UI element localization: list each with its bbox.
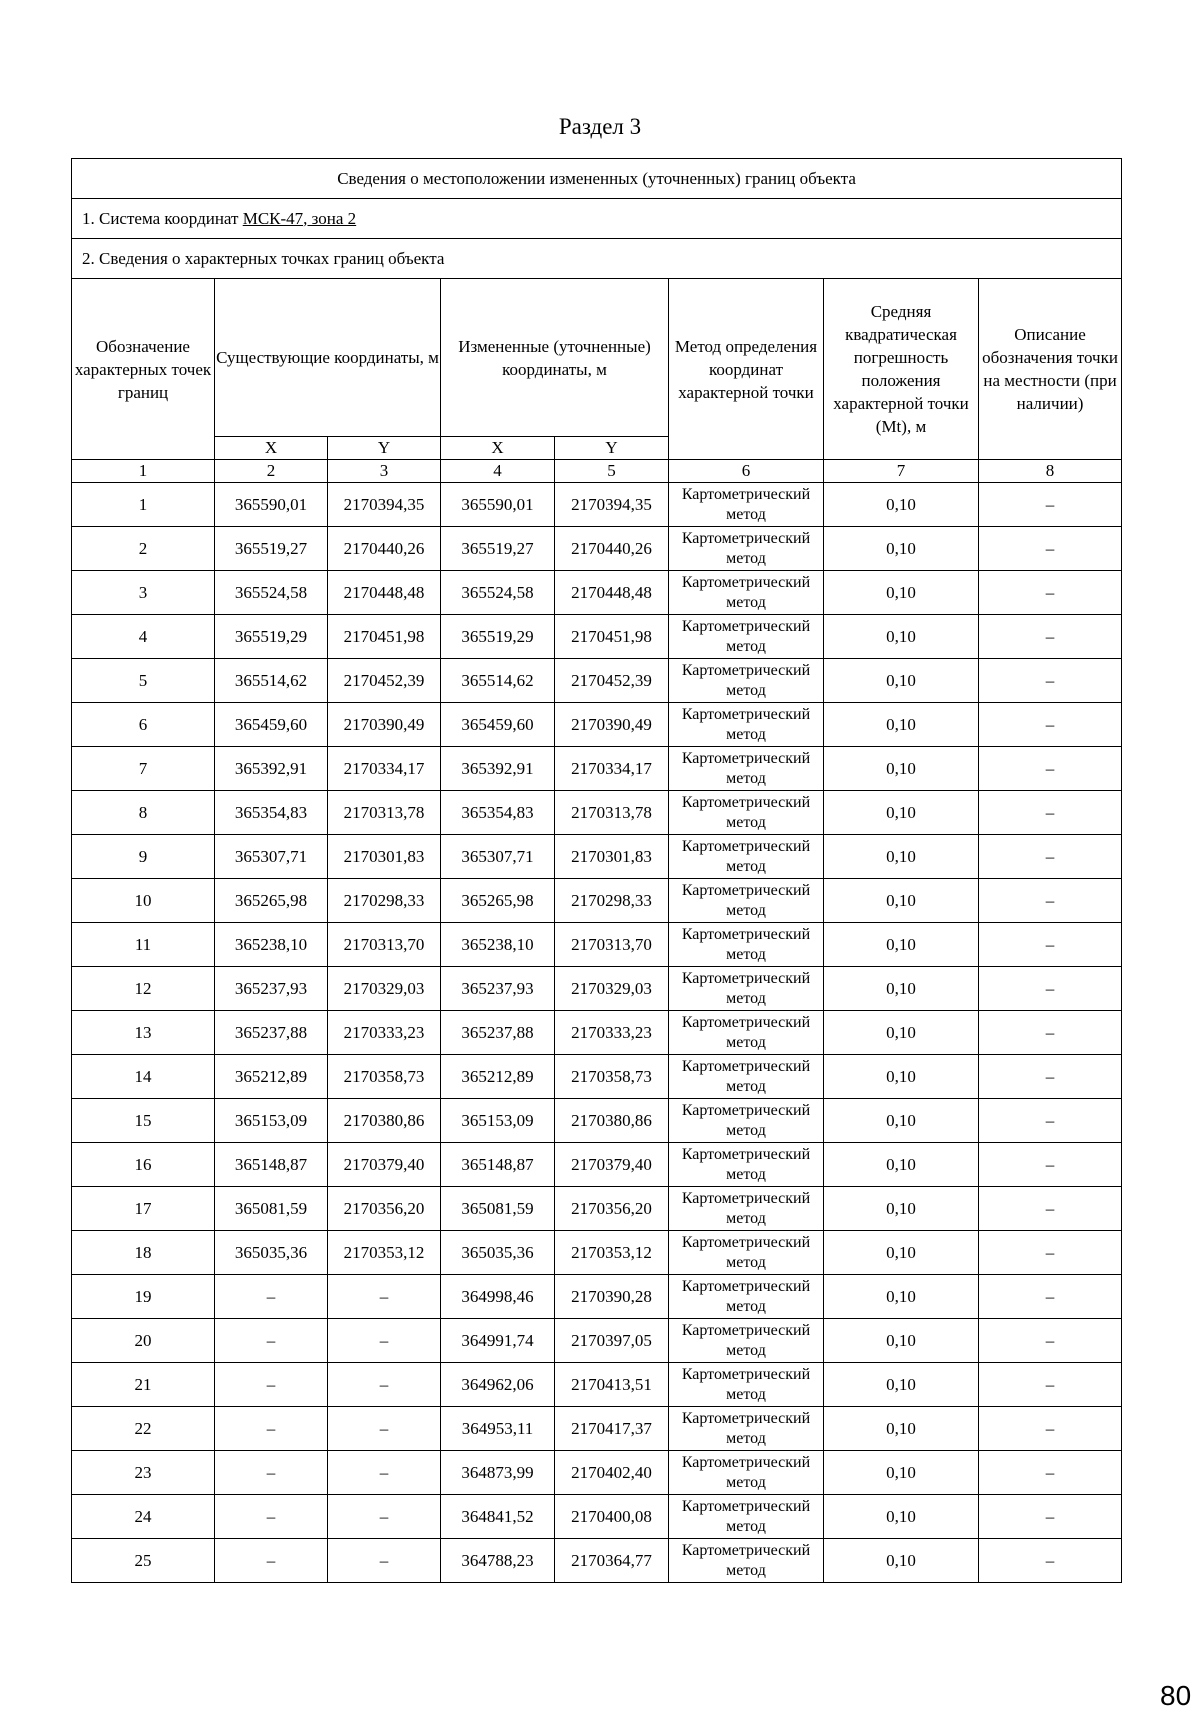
method-cell: Картометрический метод <box>669 615 824 659</box>
method-cell: Картометрический метод <box>669 1231 824 1275</box>
changed-x-cell: 365392,91 <box>441 747 555 791</box>
existing-y-cell: – <box>328 1363 441 1407</box>
column-number: 3 <box>328 460 441 483</box>
method-cell: Картометрический метод <box>669 1407 824 1451</box>
description-cell: – <box>979 1539 1122 1583</box>
changed-x-cell: 365519,29 <box>441 615 555 659</box>
point-number-cell: 2 <box>72 527 215 571</box>
method-cell: Картометрический метод <box>669 659 824 703</box>
mt-cell: 0,10 <box>824 1539 979 1583</box>
point-number-cell: 20 <box>72 1319 215 1363</box>
mt-cell: 0,10 <box>824 1451 979 1495</box>
header-existing-y: Y <box>328 437 441 460</box>
table-row <box>72 1187 1122 1231</box>
existing-x-cell: 365035,36 <box>215 1231 328 1275</box>
existing-x-cell: 365237,88 <box>215 1011 328 1055</box>
existing-x-cell: – <box>215 1451 328 1495</box>
existing-x-cell: – <box>215 1275 328 1319</box>
changed-y-cell: 2170394,35 <box>555 483 669 527</box>
method-cell: Картометрический метод <box>669 1539 824 1583</box>
method-cell: Картометрический метод <box>669 483 824 527</box>
point-number-cell: 6 <box>72 703 215 747</box>
existing-x-cell: 365519,27 <box>215 527 328 571</box>
point-number-cell: 7 <box>72 747 215 791</box>
mt-cell: 0,10 <box>824 923 979 967</box>
method-cell: Картометрический метод <box>669 791 824 835</box>
method-cell: Картометрический метод <box>669 1187 824 1231</box>
table-row <box>72 1055 1122 1099</box>
mt-cell: 0,10 <box>824 1055 979 1099</box>
point-number-cell: 19 <box>72 1275 215 1319</box>
changed-x-cell: 365153,09 <box>441 1099 555 1143</box>
section-title: Раздел 3 <box>558 114 642 139</box>
point-number-cell: 17 <box>72 1187 215 1231</box>
point-number-cell: 11 <box>72 923 215 967</box>
description-cell: – <box>979 1407 1122 1451</box>
point-number-cell: 18 <box>72 1231 215 1275</box>
changed-y-cell: 2170329,03 <box>555 967 669 1011</box>
existing-y-cell: 2170333,23 <box>328 1011 441 1055</box>
column-number: 8 <box>979 460 1122 483</box>
existing-y-cell: 2170448,48 <box>328 571 441 615</box>
method-cell: Картометрический метод <box>669 1055 824 1099</box>
existing-y-cell: 2170313,70 <box>328 923 441 967</box>
table-row <box>72 1451 1122 1495</box>
description-cell: – <box>979 527 1122 571</box>
existing-x-cell: 365212,89 <box>215 1055 328 1099</box>
column-number: 5 <box>555 460 669 483</box>
description-cell: – <box>979 1319 1122 1363</box>
changed-x-cell: 364841,52 <box>441 1495 555 1539</box>
column-number: 2 <box>215 460 328 483</box>
description-cell: – <box>979 1143 1122 1187</box>
changed-y-cell: 2170413,51 <box>555 1363 669 1407</box>
existing-y-cell: 2170379,40 <box>328 1143 441 1187</box>
point-number-cell: 21 <box>72 1363 215 1407</box>
changed-y-cell: 2170452,39 <box>555 659 669 703</box>
point-number-cell: 15 <box>72 1099 215 1143</box>
changed-y-cell: 2170400,08 <box>555 1495 669 1539</box>
changed-y-cell: 2170364,77 <box>555 1539 669 1583</box>
changed-x-cell: 365035,36 <box>441 1231 555 1275</box>
changed-x-cell: 365354,83 <box>441 791 555 835</box>
description-cell: – <box>979 1451 1122 1495</box>
point-number-cell: 24 <box>72 1495 215 1539</box>
mt-cell: 0,10 <box>824 1143 979 1187</box>
changed-y-cell: 2170397,05 <box>555 1319 669 1363</box>
changed-y-cell: 2170380,86 <box>555 1099 669 1143</box>
method-cell: Картометрический метод <box>669 1319 824 1363</box>
mt-cell: 0,10 <box>824 1495 979 1539</box>
existing-y-cell: – <box>328 1451 441 1495</box>
existing-x-cell: 365238,10 <box>215 923 328 967</box>
page-number: 80 <box>1160 1680 1192 1711</box>
existing-y-cell: 2170390,49 <box>328 703 441 747</box>
column-number: 7 <box>824 460 979 483</box>
description-cell: – <box>979 791 1122 835</box>
existing-y-cell: 2170380,86 <box>328 1099 441 1143</box>
header-changed-x: X <box>441 437 555 460</box>
table-row <box>72 1231 1122 1275</box>
description-cell: – <box>979 1187 1122 1231</box>
description-cell: – <box>979 703 1122 747</box>
changed-y-cell: 2170358,73 <box>555 1055 669 1099</box>
existing-x-cell: 365590,01 <box>215 483 328 527</box>
point-number-cell: 4 <box>72 615 215 659</box>
method-cell: Картометрический метод <box>669 879 824 923</box>
description-cell: – <box>979 835 1122 879</box>
existing-x-cell: 365392,91 <box>215 747 328 791</box>
column-number: 1 <box>72 460 215 483</box>
mt-cell: 0,10 <box>824 1319 979 1363</box>
method-cell: Картометрический метод <box>669 571 824 615</box>
mt-cell: 0,10 <box>824 659 979 703</box>
changed-y-cell: 2170379,40 <box>555 1143 669 1187</box>
method-cell: Картометрический метод <box>669 747 824 791</box>
changed-x-cell: 365265,98 <box>441 879 555 923</box>
existing-y-cell: 2170334,17 <box>328 747 441 791</box>
changed-x-cell: 364788,23 <box>441 1539 555 1583</box>
method-cell: Картометрический метод <box>669 835 824 879</box>
existing-x-cell: 365237,93 <box>215 967 328 1011</box>
changed-y-cell: 2170313,78 <box>555 791 669 835</box>
point-number-cell: 10 <box>72 879 215 923</box>
changed-x-cell: 364962,06 <box>441 1363 555 1407</box>
mt-cell: 0,10 <box>824 483 979 527</box>
mt-cell: 0,10 <box>824 703 979 747</box>
table-row <box>72 1495 1122 1539</box>
method-cell: Картометрический метод <box>669 703 824 747</box>
boundary-points-table <box>71 158 1122 1583</box>
table-row <box>72 1275 1122 1319</box>
point-number-cell: 1 <box>72 483 215 527</box>
description-cell: – <box>979 483 1122 527</box>
changed-x-cell: 364991,74 <box>441 1319 555 1363</box>
table-row <box>72 703 1122 747</box>
existing-y-cell: 2170313,78 <box>328 791 441 835</box>
table-row <box>72 571 1122 615</box>
point-number-cell: 16 <box>72 1143 215 1187</box>
mt-cell: 0,10 <box>824 1099 979 1143</box>
table-title: Сведения о местоположении измененных (уточненных) границ объекта <box>72 159 1122 199</box>
mt-cell: 0,10 <box>824 615 979 659</box>
existing-x-cell: 365524,58 <box>215 571 328 615</box>
table-row <box>72 659 1122 703</box>
description-cell: – <box>979 967 1122 1011</box>
header-existing-x: X <box>215 437 328 460</box>
changed-x-cell: 364873,99 <box>441 1451 555 1495</box>
changed-y-cell: 2170390,28 <box>555 1275 669 1319</box>
method-cell: Картометрический метод <box>669 1363 824 1407</box>
mt-cell: 0,10 <box>824 835 979 879</box>
method-cell: Картометрический метод <box>669 1451 824 1495</box>
table-row <box>72 1143 1122 1187</box>
table-row <box>72 527 1122 571</box>
description-cell: – <box>979 1275 1122 1319</box>
existing-x-cell: 365307,71 <box>215 835 328 879</box>
changed-x-cell: 365590,01 <box>441 483 555 527</box>
header-existing-coordinates: Существующие координаты, м <box>215 279 441 437</box>
table-row <box>72 1099 1122 1143</box>
table-row <box>72 1319 1122 1363</box>
existing-y-cell: – <box>328 1275 441 1319</box>
existing-x-cell: 365514,62 <box>215 659 328 703</box>
header-point-description: Описание обозначения точки на местности (при наличии) <box>979 279 1122 460</box>
point-number-cell: 23 <box>72 1451 215 1495</box>
header-method: Метод определения координат характерной точки <box>669 279 824 460</box>
table-row <box>72 967 1122 1011</box>
header-changed-y: Y <box>555 437 669 460</box>
existing-x-cell: 365153,09 <box>215 1099 328 1143</box>
existing-x-cell: 365354,83 <box>215 791 328 835</box>
changed-x-cell: 365519,27 <box>441 527 555 571</box>
point-number-cell: 22 <box>72 1407 215 1451</box>
changed-y-cell: 2170448,48 <box>555 571 669 615</box>
changed-y-cell: 2170356,20 <box>555 1187 669 1231</box>
mt-cell: 0,10 <box>824 879 979 923</box>
mt-cell: 0,10 <box>824 527 979 571</box>
mt-cell: 0,10 <box>824 967 979 1011</box>
coordinate-system-row <box>72 199 1122 239</box>
existing-y-cell: 2170451,98 <box>328 615 441 659</box>
table-row <box>72 879 1122 923</box>
method-cell: Картометрический метод <box>669 527 824 571</box>
header-changed-coordinates: Измененные (уточненные) координаты, м <box>441 279 669 437</box>
changed-y-cell: 2170402,40 <box>555 1451 669 1495</box>
mt-cell: 0,10 <box>824 1011 979 1055</box>
column-number: 4 <box>441 460 555 483</box>
method-cell: Картометрический метод <box>669 1495 824 1539</box>
coordinate-system-label: 1. Система координат <box>82 208 243 228</box>
mt-cell: 0,10 <box>824 747 979 791</box>
description-cell: – <box>979 1495 1122 1539</box>
method-cell: Картометрический метод <box>669 1011 824 1055</box>
description-cell: – <box>979 1363 1122 1407</box>
changed-x-cell: 364998,46 <box>441 1275 555 1319</box>
point-number-cell: 3 <box>72 571 215 615</box>
point-number-cell: 14 <box>72 1055 215 1099</box>
method-cell: Картометрический метод <box>669 923 824 967</box>
mt-cell: 0,10 <box>824 1187 979 1231</box>
existing-x-cell: – <box>215 1363 328 1407</box>
table-row <box>72 791 1122 835</box>
point-number-cell: 5 <box>72 659 215 703</box>
existing-y-cell: 2170440,26 <box>328 527 441 571</box>
method-cell: Картометрический метод <box>669 1275 824 1319</box>
changed-y-cell: 2170417,37 <box>555 1407 669 1451</box>
changed-y-cell: 2170390,49 <box>555 703 669 747</box>
existing-y-cell: – <box>328 1407 441 1451</box>
existing-y-cell: 2170353,12 <box>328 1231 441 1275</box>
changed-y-cell: 2170451,98 <box>555 615 669 659</box>
changed-y-cell: 2170298,33 <box>555 879 669 923</box>
existing-y-cell: 2170452,39 <box>328 659 441 703</box>
header-point-designation: Обозначение характерных точек границ <box>72 279 215 460</box>
changed-x-cell: 365238,10 <box>441 923 555 967</box>
existing-x-cell: – <box>215 1319 328 1363</box>
mt-cell: 0,10 <box>824 1275 979 1319</box>
existing-x-cell: – <box>215 1407 328 1451</box>
changed-x-cell: 365459,60 <box>441 703 555 747</box>
point-number-cell: 9 <box>72 835 215 879</box>
existing-y-cell: – <box>328 1539 441 1583</box>
description-cell: – <box>979 659 1122 703</box>
changed-x-cell: 365081,59 <box>441 1187 555 1231</box>
existing-x-cell: 365459,60 <box>215 703 328 747</box>
existing-y-cell: 2170394,35 <box>328 483 441 527</box>
changed-y-cell: 2170353,12 <box>555 1231 669 1275</box>
existing-x-cell: 365081,59 <box>215 1187 328 1231</box>
table-row <box>72 483 1122 527</box>
existing-y-cell: – <box>328 1495 441 1539</box>
description-cell: – <box>979 1011 1122 1055</box>
changed-x-cell: 364953,11 <box>441 1407 555 1451</box>
table-row <box>72 923 1122 967</box>
changed-y-cell: 2170313,70 <box>555 923 669 967</box>
existing-x-cell: – <box>215 1539 328 1583</box>
changed-x-cell: 365148,87 <box>441 1143 555 1187</box>
description-cell: – <box>979 747 1122 791</box>
table-row <box>72 747 1122 791</box>
mt-cell: 0,10 <box>824 1231 979 1275</box>
changed-y-cell: 2170334,17 <box>555 747 669 791</box>
table-row <box>72 1363 1122 1407</box>
point-number-cell: 25 <box>72 1539 215 1583</box>
mt-cell: 0,10 <box>824 571 979 615</box>
changed-y-cell: 2170301,83 <box>555 835 669 879</box>
method-cell: Картометрический метод <box>669 1143 824 1187</box>
existing-x-cell: – <box>215 1495 328 1539</box>
mt-cell: 0,10 <box>824 1363 979 1407</box>
existing-x-cell: 365519,29 <box>215 615 328 659</box>
existing-y-cell: 2170329,03 <box>328 967 441 1011</box>
method-cell: Картометрический метод <box>669 1099 824 1143</box>
table-row <box>72 1011 1122 1055</box>
existing-y-cell: 2170356,20 <box>328 1187 441 1231</box>
point-number-cell: 13 <box>72 1011 215 1055</box>
table-row <box>72 1539 1122 1583</box>
mt-cell: 0,10 <box>824 791 979 835</box>
description-cell: – <box>979 923 1122 967</box>
header-mean-square-error: Средняя квадратическая погрешность положения характерной точки (Mt), м <box>824 279 979 460</box>
changed-x-cell: 365307,71 <box>441 835 555 879</box>
description-cell: – <box>979 1055 1122 1099</box>
method-cell: Картометрический метод <box>669 967 824 1011</box>
description-cell: – <box>979 1231 1122 1275</box>
point-number-cell: 12 <box>72 967 215 1011</box>
description-cell: – <box>979 571 1122 615</box>
column-number: 6 <box>669 460 824 483</box>
changed-x-cell: 365514,62 <box>441 659 555 703</box>
changed-y-cell: 2170333,23 <box>555 1011 669 1055</box>
description-cell: – <box>979 879 1122 923</box>
changed-x-cell: 365237,88 <box>441 1011 555 1055</box>
existing-x-cell: 365265,98 <box>215 879 328 923</box>
changed-x-cell: 365237,93 <box>441 967 555 1011</box>
description-cell: – <box>979 615 1122 659</box>
existing-y-cell: 2170301,83 <box>328 835 441 879</box>
description-cell: – <box>979 1099 1122 1143</box>
coordinate-system-value: МСК-47, зона 2 <box>242 208 357 228</box>
mt-cell: 0,10 <box>824 1407 979 1451</box>
existing-y-cell: 2170298,33 <box>328 879 441 923</box>
table-row <box>72 835 1122 879</box>
existing-y-cell: – <box>328 1319 441 1363</box>
existing-y-cell: 2170358,73 <box>328 1055 441 1099</box>
point-number-cell: 8 <box>72 791 215 835</box>
changed-x-cell: 365212,89 <box>441 1055 555 1099</box>
points-section-label: 2. Сведения о характерных точках границ объекта <box>72 239 1122 279</box>
existing-x-cell: 365148,87 <box>215 1143 328 1187</box>
table-row <box>72 615 1122 659</box>
changed-x-cell: 365524,58 <box>441 571 555 615</box>
table-row <box>72 1407 1122 1451</box>
changed-y-cell: 2170440,26 <box>555 527 669 571</box>
